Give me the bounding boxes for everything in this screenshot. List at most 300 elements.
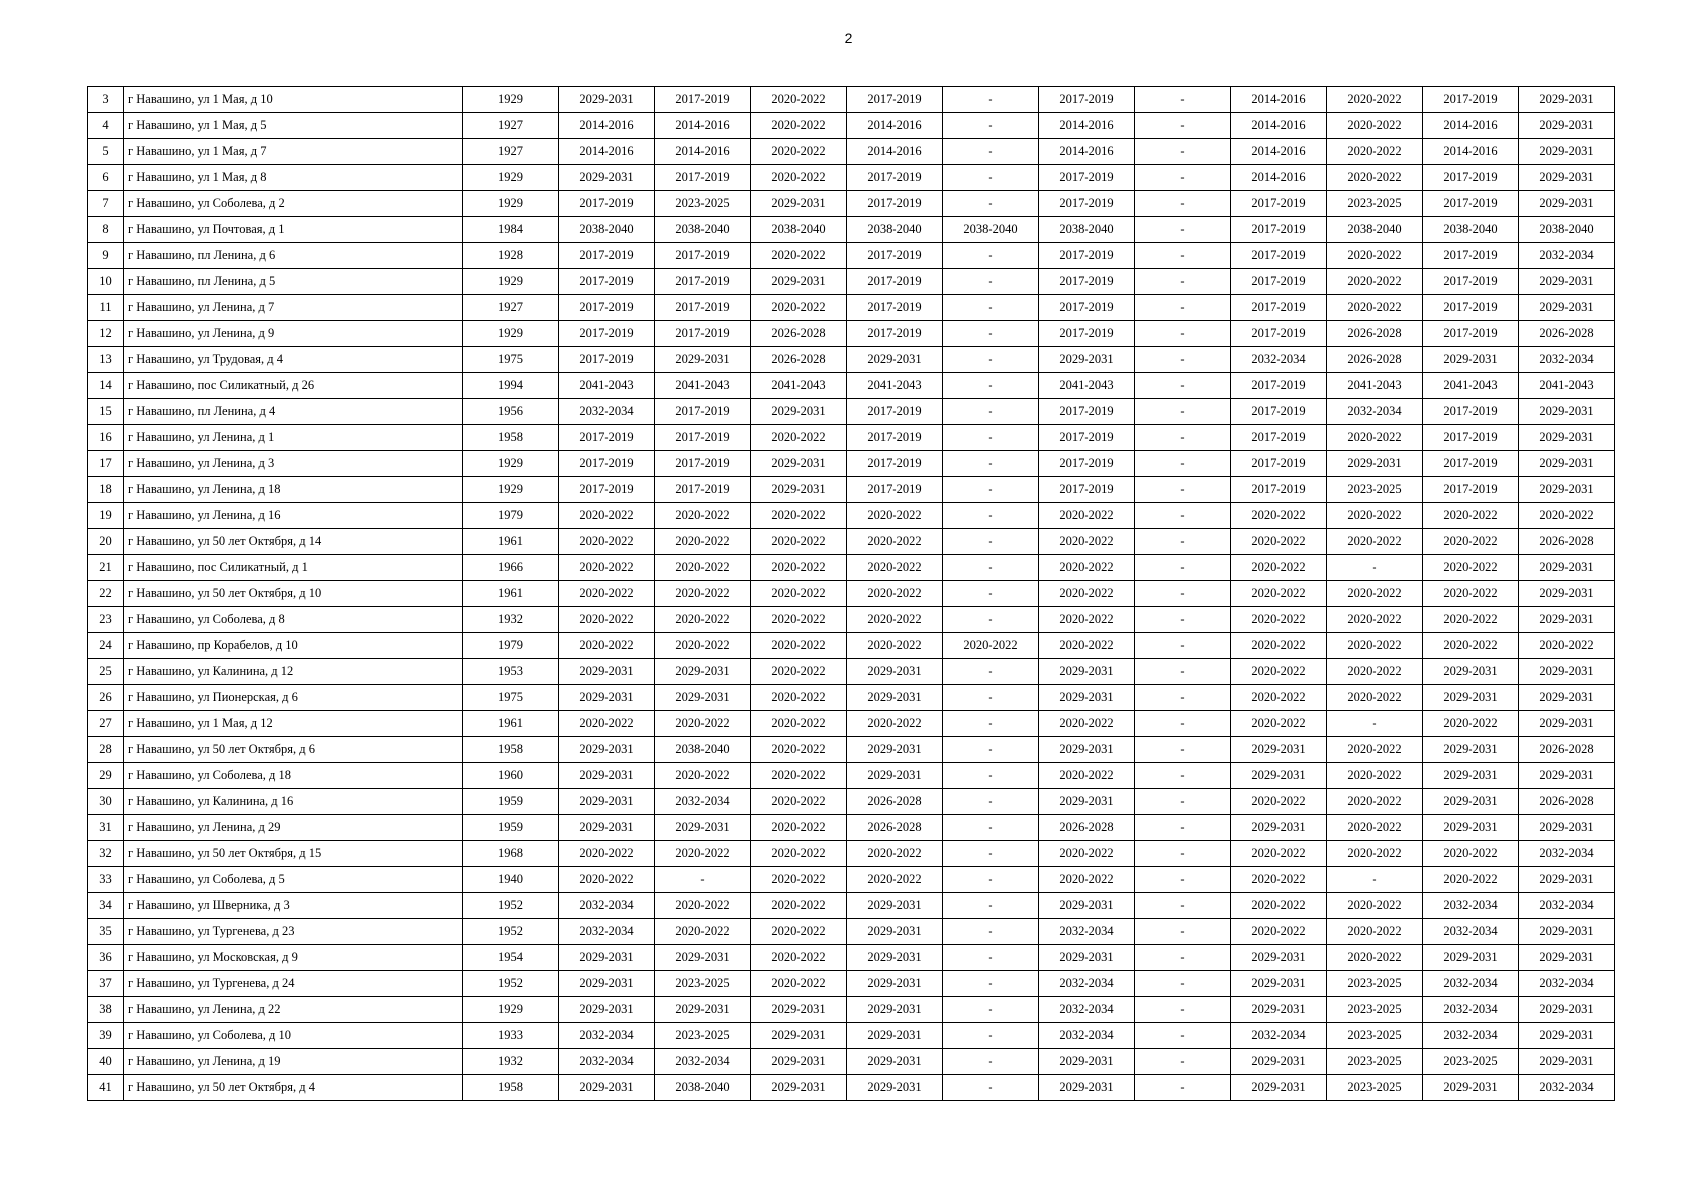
period-cell: 2017-2019 (1231, 373, 1327, 399)
table-row (88, 841, 1615, 867)
year-cell: 1958 (463, 1075, 559, 1101)
period-cell: 2017-2019 (655, 477, 751, 503)
period-cell: 2014-2016 (1231, 113, 1327, 139)
row-number-cell: 16 (88, 425, 124, 451)
period-cell: 2032-2034 (1039, 1023, 1135, 1049)
row-number-cell: 38 (88, 997, 124, 1023)
period-cell: 2017-2019 (559, 321, 655, 347)
period-cell: 2017-2019 (1231, 399, 1327, 425)
year-cell: 1975 (463, 685, 559, 711)
period-cell: 2041-2043 (1423, 373, 1519, 399)
address-cell: г Навашино, ул Трудовая, д 4 (124, 347, 463, 373)
table-row (88, 451, 1615, 477)
row-number-cell: 31 (88, 815, 124, 841)
period-cell: 2023-2025 (655, 1023, 751, 1049)
period-cell: 2014-2016 (847, 113, 943, 139)
period-cell: 2017-2019 (559, 451, 655, 477)
period-cell: 2029-2031 (1423, 685, 1519, 711)
period-cell: 2029-2031 (751, 997, 847, 1023)
period-cell: 2017-2019 (1039, 269, 1135, 295)
row-number-cell: 5 (88, 139, 124, 165)
period-cell: 2029-2031 (751, 399, 847, 425)
period-cell: 2029-2031 (559, 763, 655, 789)
period-cell: 2029-2031 (1423, 789, 1519, 815)
period-cell: - (943, 581, 1039, 607)
period-cell: - (1135, 425, 1231, 451)
table-row (88, 217, 1615, 243)
year-cell: 1927 (463, 113, 559, 139)
period-cell: - (1135, 919, 1231, 945)
period-cell: 2017-2019 (847, 295, 943, 321)
table-row (88, 607, 1615, 633)
year-cell: 1929 (463, 477, 559, 503)
period-cell: 2017-2019 (559, 269, 655, 295)
period-cell: 2020-2022 (1327, 815, 1423, 841)
period-cell: - (1135, 113, 1231, 139)
period-cell: - (1135, 87, 1231, 113)
period-cell: 2041-2043 (847, 373, 943, 399)
period-cell: 2017-2019 (847, 243, 943, 269)
period-cell: 2020-2022 (1327, 841, 1423, 867)
period-cell: 2014-2016 (559, 139, 655, 165)
period-cell: 2020-2022 (655, 841, 751, 867)
period-cell: 2032-2034 (1423, 1023, 1519, 1049)
year-cell: 1952 (463, 893, 559, 919)
period-cell: 2029-2031 (751, 1049, 847, 1075)
period-cell: 2017-2019 (1039, 399, 1135, 425)
year-cell: 1952 (463, 971, 559, 997)
period-cell: 2026-2028 (847, 815, 943, 841)
table-row (88, 919, 1615, 945)
period-cell: 2029-2031 (655, 685, 751, 711)
period-cell: 2029-2031 (1423, 815, 1519, 841)
period-cell: - (943, 529, 1039, 555)
row-number-cell: 22 (88, 581, 124, 607)
period-cell: - (943, 113, 1039, 139)
period-cell: 2032-2034 (1327, 399, 1423, 425)
period-cell: 2029-2031 (1519, 87, 1615, 113)
period-cell: 2038-2040 (847, 217, 943, 243)
period-cell: 2017-2019 (655, 451, 751, 477)
year-cell: 1927 (463, 295, 559, 321)
period-cell: 2029-2031 (1231, 1049, 1327, 1075)
period-cell: 2032-2034 (1231, 1023, 1327, 1049)
address-cell: г Навашино, ул 1 Мая, д 8 (124, 165, 463, 191)
year-cell: 1927 (463, 139, 559, 165)
address-cell: г Навашино, ул Ленина, д 3 (124, 451, 463, 477)
year-cell: 1954 (463, 945, 559, 971)
period-cell: - (1135, 269, 1231, 295)
table-row (88, 243, 1615, 269)
period-cell: 2017-2019 (655, 321, 751, 347)
period-cell: 2014-2016 (1039, 139, 1135, 165)
year-cell: 1929 (463, 269, 559, 295)
period-cell: 2023-2025 (1327, 477, 1423, 503)
address-cell: г Навашино, ул 50 лет Октября, д 10 (124, 581, 463, 607)
period-cell: 2020-2022 (1231, 659, 1327, 685)
row-number-cell: 27 (88, 711, 124, 737)
period-cell: 2029-2031 (1519, 1049, 1615, 1075)
period-cell: - (943, 737, 1039, 763)
address-cell: г Навашино, пр Корабелов, д 10 (124, 633, 463, 659)
year-cell: 1959 (463, 789, 559, 815)
period-cell: 2020-2022 (559, 529, 655, 555)
period-cell: 2029-2031 (1231, 997, 1327, 1023)
period-cell: 2014-2016 (559, 113, 655, 139)
period-cell: 2029-2031 (1519, 425, 1615, 451)
row-number-cell: 39 (88, 1023, 124, 1049)
period-cell: 2041-2043 (1039, 373, 1135, 399)
period-cell: 2020-2022 (1327, 165, 1423, 191)
period-cell: - (943, 893, 1039, 919)
period-cell: 2020-2022 (1231, 607, 1327, 633)
period-cell: 2032-2034 (1423, 971, 1519, 997)
year-cell: 1979 (463, 503, 559, 529)
period-cell: 2029-2031 (1519, 997, 1615, 1023)
year-cell: 1929 (463, 997, 559, 1023)
period-cell: - (1135, 165, 1231, 191)
period-cell: 2020-2022 (751, 113, 847, 139)
period-cell: 2029-2031 (847, 997, 943, 1023)
period-cell: 2029-2031 (751, 191, 847, 217)
period-cell: 2032-2034 (559, 1023, 655, 1049)
period-cell: 2029-2031 (559, 165, 655, 191)
period-cell: 2017-2019 (1423, 477, 1519, 503)
period-cell: 2017-2019 (1039, 321, 1135, 347)
period-cell: 2038-2040 (655, 737, 751, 763)
period-cell: 2038-2040 (1327, 217, 1423, 243)
period-cell: - (1135, 841, 1231, 867)
period-cell: 2020-2022 (1423, 607, 1519, 633)
period-cell: 2017-2019 (1231, 425, 1327, 451)
year-cell: 1953 (463, 659, 559, 685)
period-cell: - (1135, 763, 1231, 789)
period-cell: - (943, 295, 1039, 321)
period-cell: 2029-2031 (751, 1075, 847, 1101)
period-cell: 2026-2028 (1519, 737, 1615, 763)
period-cell: 2032-2034 (559, 399, 655, 425)
address-cell: г Навашино, ул Ленина, д 19 (124, 1049, 463, 1075)
address-cell: г Навашино, ул Ленина, д 29 (124, 815, 463, 841)
period-cell: 2029-2031 (1423, 1075, 1519, 1101)
table-row (88, 399, 1615, 425)
period-cell: 2029-2031 (847, 1023, 943, 1049)
period-cell: - (1135, 815, 1231, 841)
period-cell: 2014-2016 (1039, 113, 1135, 139)
period-cell: 2020-2022 (751, 295, 847, 321)
period-cell: 2029-2031 (847, 1075, 943, 1101)
period-cell: 2029-2031 (1519, 919, 1615, 945)
period-cell: 2017-2019 (1423, 295, 1519, 321)
period-cell: 2029-2031 (559, 87, 655, 113)
period-cell: 2029-2031 (1519, 399, 1615, 425)
address-cell: г Навашино, ул Ленина, д 22 (124, 997, 463, 1023)
address-cell: г Навашино, ул 50 лет Октября, д 14 (124, 529, 463, 555)
period-cell: 2020-2022 (751, 87, 847, 113)
period-cell: - (943, 451, 1039, 477)
address-cell: г Навашино, ул Соболева, д 8 (124, 607, 463, 633)
period-cell: - (943, 477, 1039, 503)
period-cell: 2017-2019 (1039, 451, 1135, 477)
period-cell: 2023-2025 (1327, 1075, 1423, 1101)
period-cell: 2029-2031 (1519, 685, 1615, 711)
period-cell: 2038-2040 (1519, 217, 1615, 243)
period-cell: 2029-2031 (1519, 711, 1615, 737)
row-number-cell: 19 (88, 503, 124, 529)
page-number: 2 (844, 30, 853, 46)
period-cell: 2020-2022 (751, 659, 847, 685)
year-cell: 1929 (463, 451, 559, 477)
period-cell: - (943, 191, 1039, 217)
period-cell: 2038-2040 (559, 217, 655, 243)
row-number-cell: 11 (88, 295, 124, 321)
year-cell: 1961 (463, 529, 559, 555)
period-cell: 2017-2019 (1231, 451, 1327, 477)
table-row (88, 87, 1615, 113)
table-row (88, 659, 1615, 685)
period-cell: 2020-2022 (655, 581, 751, 607)
period-cell: 2020-2022 (751, 529, 847, 555)
period-cell: 2017-2019 (1423, 399, 1519, 425)
period-cell: 2026-2028 (1039, 815, 1135, 841)
row-number-cell: 3 (88, 87, 124, 113)
address-cell: г Навашино, ул Ленина, д 16 (124, 503, 463, 529)
period-cell: 2029-2031 (559, 945, 655, 971)
period-cell: 2020-2022 (1327, 945, 1423, 971)
period-cell: 2017-2019 (1231, 295, 1327, 321)
period-cell: 2020-2022 (1423, 867, 1519, 893)
period-cell: 2029-2031 (1423, 763, 1519, 789)
address-cell: г Навашино, ул Тургенева, д 23 (124, 919, 463, 945)
period-cell: 2020-2022 (1231, 633, 1327, 659)
table-row (88, 867, 1615, 893)
period-cell: 2023-2025 (655, 971, 751, 997)
table-row (88, 139, 1615, 165)
period-cell: - (1135, 1023, 1231, 1049)
period-cell: - (943, 789, 1039, 815)
period-cell: - (1135, 451, 1231, 477)
row-number-cell: 24 (88, 633, 124, 659)
period-cell: 2020-2022 (1039, 867, 1135, 893)
period-cell: 2017-2019 (1423, 87, 1519, 113)
period-cell: 2017-2019 (1231, 243, 1327, 269)
period-cell: - (943, 763, 1039, 789)
period-cell: - (943, 321, 1039, 347)
period-cell: 2020-2022 (1039, 529, 1135, 555)
period-cell: 2026-2028 (751, 321, 847, 347)
period-cell: - (943, 711, 1039, 737)
year-cell: 1968 (463, 841, 559, 867)
period-cell: 2014-2016 (1231, 139, 1327, 165)
period-cell: 2020-2022 (655, 529, 751, 555)
period-cell: 2029-2031 (847, 685, 943, 711)
period-cell: 2029-2031 (655, 997, 751, 1023)
period-cell: 2020-2022 (1231, 893, 1327, 919)
period-cell: 2017-2019 (655, 295, 751, 321)
period-cell: 2029-2031 (1519, 555, 1615, 581)
year-cell: 1933 (463, 1023, 559, 1049)
period-cell: 2020-2022 (1039, 581, 1135, 607)
period-cell: 2029-2031 (1519, 581, 1615, 607)
period-cell: 2029-2031 (751, 269, 847, 295)
period-cell: 2029-2031 (1231, 945, 1327, 971)
period-cell: 2029-2031 (1039, 945, 1135, 971)
table-row (88, 425, 1615, 451)
period-cell: 2020-2022 (751, 841, 847, 867)
period-cell: 2020-2022 (1231, 685, 1327, 711)
period-cell: 2020-2022 (751, 737, 847, 763)
period-cell: 2032-2034 (1519, 893, 1615, 919)
year-cell: 1952 (463, 919, 559, 945)
period-cell: 2029-2031 (847, 893, 943, 919)
period-cell: 2029-2031 (751, 477, 847, 503)
period-cell: 2032-2034 (559, 919, 655, 945)
period-cell: - (1135, 139, 1231, 165)
period-cell: 2032-2034 (559, 1049, 655, 1075)
period-cell: 2020-2022 (1327, 581, 1423, 607)
year-cell: 1984 (463, 217, 559, 243)
period-cell: 2041-2043 (559, 373, 655, 399)
period-cell: - (943, 243, 1039, 269)
period-cell: 2020-2022 (847, 503, 943, 529)
period-cell: 2020-2022 (1327, 243, 1423, 269)
period-cell: - (1135, 373, 1231, 399)
period-cell: 2029-2031 (847, 659, 943, 685)
period-cell: 2020-2022 (1327, 425, 1423, 451)
period-cell: 2029-2031 (1039, 659, 1135, 685)
period-cell: 2017-2019 (847, 399, 943, 425)
row-number-cell: 13 (88, 347, 124, 373)
period-cell: 2017-2019 (559, 347, 655, 373)
period-cell: 2029-2031 (559, 1075, 655, 1101)
period-cell: - (943, 867, 1039, 893)
period-cell: 2017-2019 (1231, 477, 1327, 503)
period-cell: - (943, 1049, 1039, 1075)
row-number-cell: 15 (88, 399, 124, 425)
period-cell: - (1135, 789, 1231, 815)
period-cell: 2029-2031 (1423, 737, 1519, 763)
table-row (88, 529, 1615, 555)
table-row (88, 113, 1615, 139)
period-cell: 2038-2040 (751, 217, 847, 243)
address-cell: г Навашино, ул Пионерская, д 6 (124, 685, 463, 711)
year-cell: 1929 (463, 165, 559, 191)
period-cell: 2017-2019 (1039, 165, 1135, 191)
period-cell: 2029-2031 (1519, 763, 1615, 789)
period-cell: 2020-2022 (1231, 711, 1327, 737)
period-cell: - (943, 685, 1039, 711)
period-cell: 2029-2031 (847, 763, 943, 789)
period-cell: 2020-2022 (655, 711, 751, 737)
row-number-cell: 10 (88, 269, 124, 295)
period-cell: - (943, 841, 1039, 867)
address-cell: г Навашино, ул 1 Мая, д 7 (124, 139, 463, 165)
address-cell: г Навашино, ул Калинина, д 16 (124, 789, 463, 815)
period-cell: 2020-2022 (1039, 711, 1135, 737)
period-cell: 2020-2022 (751, 919, 847, 945)
period-cell: 2029-2031 (1519, 139, 1615, 165)
period-cell: 2020-2022 (751, 763, 847, 789)
period-cell: 2017-2019 (559, 243, 655, 269)
table-row (88, 581, 1615, 607)
year-cell: 1928 (463, 243, 559, 269)
address-cell: г Навашино, ул 1 Мая, д 10 (124, 87, 463, 113)
period-cell: 2017-2019 (1423, 425, 1519, 451)
period-cell: 2032-2034 (1039, 919, 1135, 945)
period-cell: - (1135, 295, 1231, 321)
period-cell: - (1135, 633, 1231, 659)
period-cell: 2032-2034 (1423, 893, 1519, 919)
period-cell: 2029-2031 (1519, 451, 1615, 477)
row-number-cell: 36 (88, 945, 124, 971)
period-cell: - (1135, 217, 1231, 243)
year-cell: 1929 (463, 191, 559, 217)
period-cell: 2026-2028 (1519, 529, 1615, 555)
period-cell: 2029-2031 (847, 945, 943, 971)
address-cell: г Навашино, ул Ленина, д 7 (124, 295, 463, 321)
period-cell: 2029-2031 (1231, 815, 1327, 841)
period-cell: 2029-2031 (559, 971, 655, 997)
row-number-cell: 40 (88, 1049, 124, 1075)
period-cell: 2020-2022 (1327, 607, 1423, 633)
period-cell: 2017-2019 (655, 243, 751, 269)
period-cell: 2017-2019 (1423, 451, 1519, 477)
table-row (88, 321, 1615, 347)
table-row (88, 945, 1615, 971)
table-row (88, 711, 1615, 737)
period-cell: 2020-2022 (1327, 789, 1423, 815)
period-cell: 2026-2028 (751, 347, 847, 373)
repair-schedule-table (87, 86, 1615, 1101)
period-cell: 2020-2022 (559, 555, 655, 581)
row-number-cell: 21 (88, 555, 124, 581)
row-number-cell: 29 (88, 763, 124, 789)
period-cell: - (943, 607, 1039, 633)
period-cell: 2020-2022 (751, 581, 847, 607)
address-cell: г Навашино, ул Тургенева, д 24 (124, 971, 463, 997)
period-cell: 2029-2031 (751, 1023, 847, 1049)
table-body (88, 87, 1615, 1101)
period-cell: 2020-2022 (559, 867, 655, 893)
period-cell: 2020-2022 (1423, 555, 1519, 581)
period-cell: 2020-2022 (1231, 503, 1327, 529)
period-cell: 2017-2019 (559, 191, 655, 217)
row-number-cell: 33 (88, 867, 124, 893)
period-cell: 2032-2034 (1423, 919, 1519, 945)
period-cell: - (943, 971, 1039, 997)
period-cell: 2014-2016 (1423, 113, 1519, 139)
row-number-cell: 7 (88, 191, 124, 217)
period-cell: 2029-2031 (1519, 477, 1615, 503)
period-cell: 2020-2022 (1039, 633, 1135, 659)
period-cell: 2017-2019 (847, 451, 943, 477)
period-cell: 2020-2022 (1519, 633, 1615, 659)
period-cell: - (1135, 191, 1231, 217)
year-cell: 1966 (463, 555, 559, 581)
year-cell: 1994 (463, 373, 559, 399)
address-cell: г Навашино, пл Ленина, д 4 (124, 399, 463, 425)
period-cell: 2020-2022 (751, 815, 847, 841)
address-cell: г Навашино, ул 50 лет Октября, д 4 (124, 1075, 463, 1101)
period-cell: 2017-2019 (1423, 165, 1519, 191)
period-cell: 2029-2031 (559, 789, 655, 815)
period-cell: 2017-2019 (1039, 87, 1135, 113)
period-cell: 2020-2022 (751, 867, 847, 893)
period-cell: 2017-2019 (559, 477, 655, 503)
period-cell: - (1135, 1049, 1231, 1075)
period-cell: 2020-2022 (655, 919, 751, 945)
table-row (88, 633, 1615, 659)
